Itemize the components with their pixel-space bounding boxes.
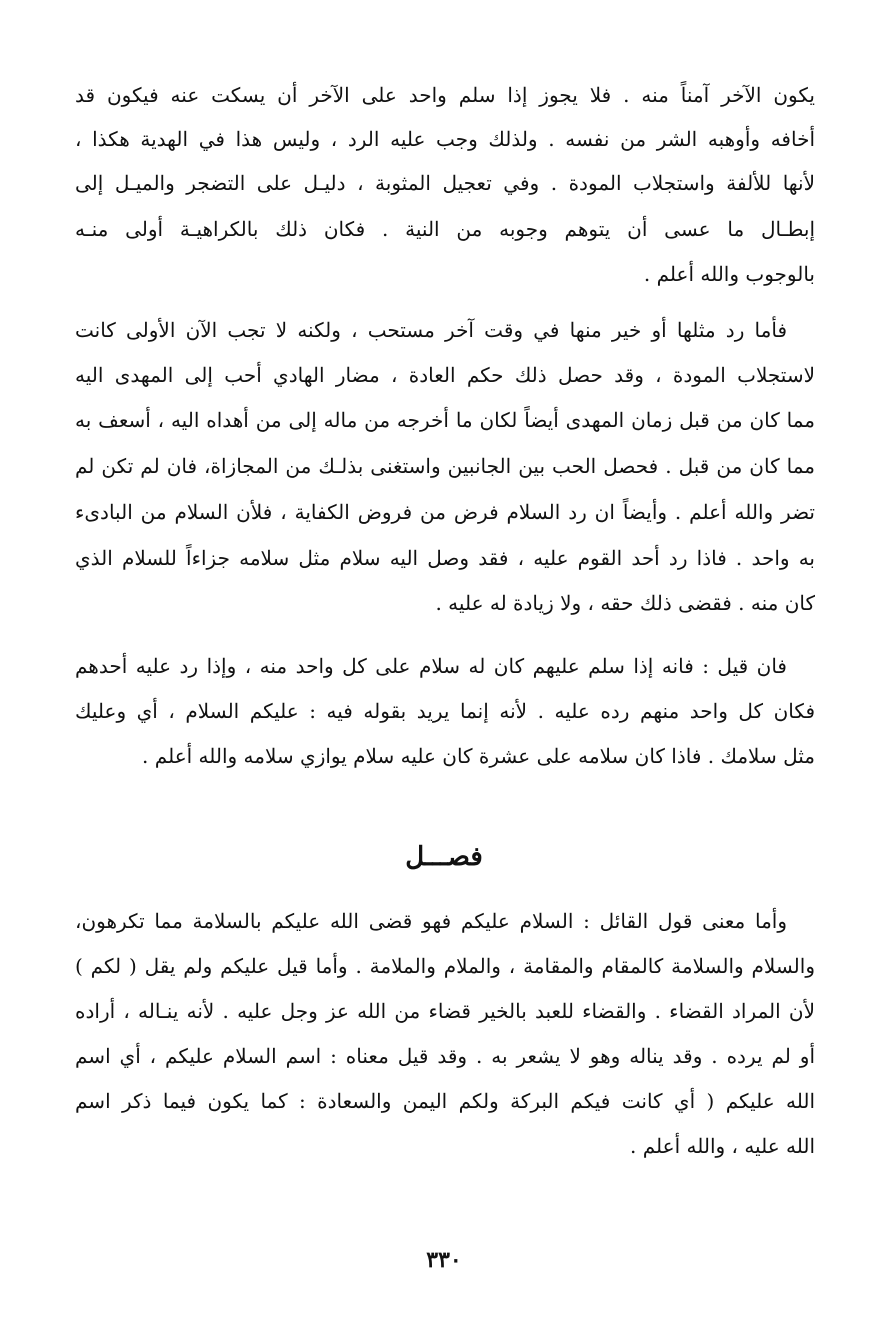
- paragraph-line: إبطـال ما عسى أن يتوهم وجوبه من النية . فكان ذلك بالكراهيـة أولى منـه: [75, 217, 815, 241]
- paragraph-line: مثل سلامك . فاذا كان سلامه على عشرة كان عليه سلام يوازي سلامه والله أعلم .: [142, 744, 815, 768]
- paragraph-line: بالوجوب والله أعلم .: [643, 262, 815, 286]
- page-number: ٣٣٠: [426, 1247, 462, 1273]
- paragraph-line: تضر والله أعلم . وأيضاً ان رد السلام فرض من فروض الكفاية ، فلأن السلام من البادىء: [75, 500, 815, 524]
- paragraph-line: كان منه . فقضى ذلك حقه ، ولا زيادة له عليه .: [435, 591, 815, 615]
- section-heading: فصـــل: [405, 842, 483, 872]
- paragraph-line: أو لم يرده . وقد يناله وهو لا يشعر به . وقد قيل معناه : اسم السلام عليكم ، أي اسم: [75, 1044, 815, 1068]
- paragraph-line: لأنها للألفة واستجلاب المودة . وفي تعجيل المثوبة ، دليـل على التضجر والميـل إلى: [75, 171, 815, 195]
- paragraph-line: الله عليكم ( أي كانت فيكم البركة ولكم اليمن والسعادة : كما يكون فيما ذكر اسم: [75, 1089, 815, 1113]
- paragraph-line: فأما رد مثلها أو خير منها في وقت آخر مستحب ، ولكنه لا تجب الآن الأولى كانت: [75, 318, 787, 342]
- paragraph-line: والسلام والسلامة كالمقام والمقامة ، والملام والملامة . وأما قيل عليكم ولم يقل ( لكم ): [75, 954, 815, 978]
- paragraph-line: به واحد . فاذا رد أحد القوم عليه ، فقد وصل اليه سلام مثل سلامه جزاءاً للسلام الذي: [75, 546, 815, 570]
- paragraph-line: مما كان من قبل زمان المهدى أيضاً لكان ما أخرجه من ماله إلى من أهداه اليه ، أسعف به: [75, 408, 815, 432]
- paragraph-line: مما كان من قبل . فحصل الحب بين الجانبين واستغنى بذلـك من المجازاة، فان لم تكن لم: [75, 454, 815, 478]
- paragraph-line: فان قيل : فانه إذا سلم عليهم كان له سلام على كل واحد منه ، وإذا رد عليه أحدهم: [75, 654, 787, 678]
- paragraph-line: لاستجلاب المودة ، وقد حصل ذلك حكم العادة ، مضار الهادي أحب إلى المهدى اليه: [75, 363, 815, 387]
- paragraph-line: أخافه وأوهبه الشر من نفسه . ولذلك وجب عليه الرد ، وليس هذا في الهدية هكذا ،: [75, 127, 815, 151]
- paragraph-line: يكون الآخر آمناً منه . فلا يجوز إذا سلم واحد على الآخر أن يسكت عنه فيكون قد: [75, 83, 815, 107]
- paragraph-line: فكان كل واحد منهم رده عليه . لأنه إنما يريد بقوله فيه : عليكم السلام ، أي وعليك: [75, 699, 815, 723]
- paragraph-line: الله عليه ، والله أعلم .: [630, 1134, 815, 1158]
- paragraph-line: لأن المراد القضاء . والقضاء للعبد بالخير قضاء من الله عز وجل عليه . لأنه ينـاله ، أراده: [75, 999, 815, 1023]
- paragraph-line: وأما معنى قول القائل : السلام عليكم فهو قضى الله عليكم بالسلامة مما تكرهون،: [75, 909, 787, 933]
